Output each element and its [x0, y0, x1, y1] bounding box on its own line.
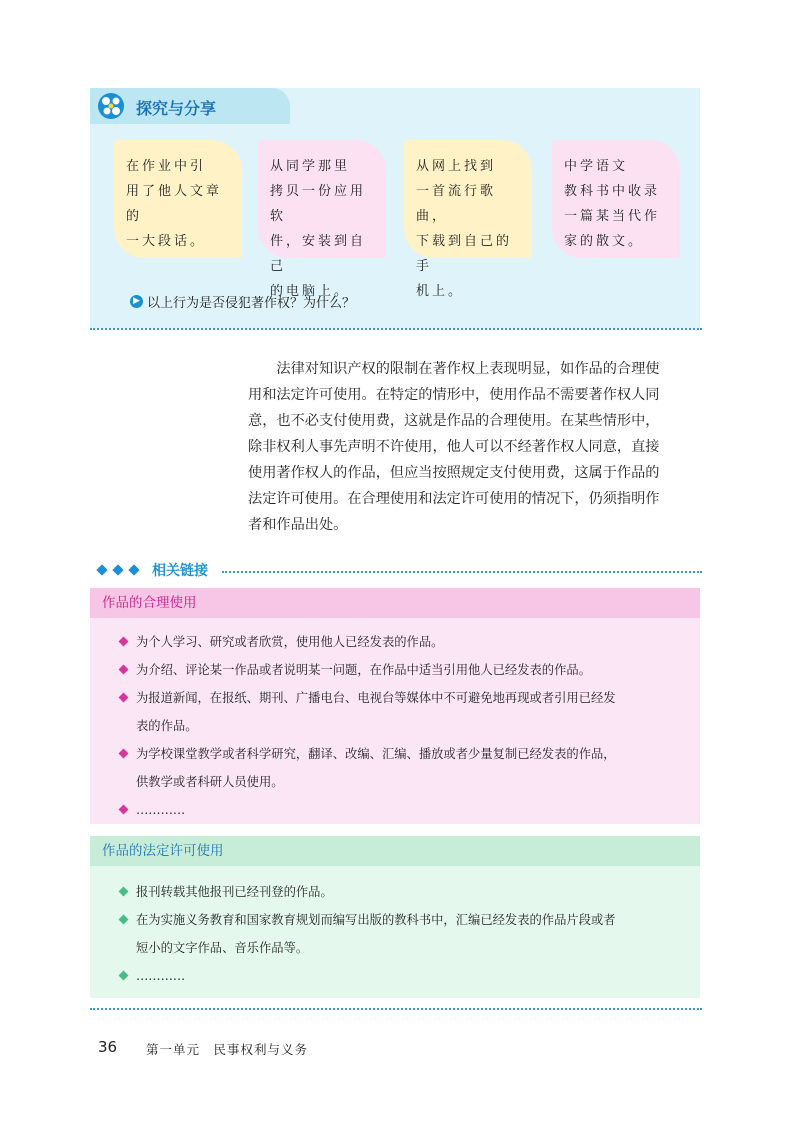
paragraph-line: 使用著作权人的作品，但应当按照规定支付使用费，这属于作品的	[248, 465, 660, 481]
card-line: 下载到自己的手	[416, 234, 513, 274]
diamond-icon	[96, 564, 107, 575]
list-item	[120, 878, 680, 906]
item-line: 供教学或者科研人员使用。	[136, 775, 284, 789]
item-line: 表的作品。	[136, 719, 198, 733]
list-item	[120, 962, 680, 990]
item-line: …………	[136, 969, 186, 983]
body-paragraph	[248, 356, 704, 538]
card-line: 用了他人文章的	[126, 184, 223, 224]
diamond-icon	[128, 564, 139, 575]
card-line: 一首流行歌曲，	[416, 184, 497, 224]
item-line: 报刊转载其他报刊已经刊登的作品。	[136, 885, 333, 899]
diamond-icon	[112, 564, 123, 575]
question-text: 以上行为是否侵犯著作权？为什么？	[147, 296, 356, 311]
unit-title: 第一单元 民事权利与义务	[146, 1042, 309, 1057]
scenario-card-3	[404, 140, 532, 299]
scenario-card-4	[552, 140, 680, 258]
explore-question	[130, 292, 355, 311]
card-line: 机上。	[416, 284, 465, 299]
paragraph-line: 法定许可使用。在合理使用和法定许可使用的情况下，仍须指明作	[248, 491, 660, 507]
list-item	[120, 628, 680, 656]
divider	[222, 571, 702, 573]
list-item	[120, 906, 680, 962]
fair-use-box	[90, 588, 700, 824]
paragraph-line: 除非权利人事先声明不许使用，他人可以不经著作权人同意，直接	[248, 439, 660, 455]
diamond-bullet-icon	[119, 887, 129, 897]
list-item	[120, 796, 680, 824]
diamond-bullet-icon	[119, 805, 129, 815]
flower-icon	[96, 91, 126, 121]
card-line: 拷贝一份应用软	[270, 184, 367, 224]
card-line: 件，安装到自己	[270, 234, 367, 274]
list-item	[120, 740, 680, 796]
card-line: 从同学那里	[270, 159, 351, 174]
scenario-card-1	[114, 140, 242, 258]
diamond-bullet-icon	[119, 637, 129, 647]
card-line: 中学语文	[564, 159, 629, 174]
related-links-title: 相关链接	[152, 563, 208, 579]
item-line: 为介绍、评论某一作品或者说明某一问题，在作品中适当引用他人已经发表的作品。	[136, 663, 591, 677]
card-line: 教科书中收录	[564, 184, 661, 199]
diamond-bullet-icon	[119, 971, 129, 981]
page-number: 36	[98, 1038, 118, 1056]
statutory-license-box	[90, 836, 700, 998]
item-line: 在为实施义务教育和国家教育规划而编写出版的教科书中，汇编已经发表的作品片段或者	[136, 913, 616, 927]
diamond-bullet-icon	[119, 915, 129, 925]
diamond-bullet-icon	[119, 749, 129, 759]
card-line: 家的散文。	[564, 234, 645, 249]
card-line: 一篇某当代作	[564, 209, 661, 224]
fair-use-title: 作品的合理使用	[90, 588, 700, 618]
related-links-header	[98, 560, 208, 580]
item-line: 短小的文字作品、音乐作品等。	[136, 941, 309, 955]
diamond-bullet-icon	[119, 665, 129, 675]
statutory-license-title: 作品的法定许可使用	[90, 836, 700, 866]
list-item	[120, 684, 680, 740]
explore-title: 探究与分享	[136, 99, 217, 118]
arrow-right-icon: ▶	[130, 295, 143, 308]
divider	[90, 1008, 702, 1010]
paragraph-line: 意，也不必支付使用费，这就是作品的合理使用。在某些情形中，	[248, 413, 660, 429]
item-line: …………	[136, 803, 186, 817]
item-line: 为报道新闻，在报纸、期刊、广播电台、电视台等媒体中不可避免地再现或者引用已经发	[136, 691, 616, 705]
card-line: 的电脑上。	[270, 284, 351, 299]
divider	[90, 328, 702, 330]
card-line: 在作业中引	[126, 159, 207, 174]
item-line: 为学校课堂教学或者科学研究，翻译、改编、汇编、播放或者少量复制已经发表的作品，	[136, 747, 616, 761]
list-item	[120, 656, 680, 684]
diamond-bullet-icon	[119, 693, 129, 703]
card-line: 从网上找到	[416, 159, 497, 174]
scenario-card-2	[258, 140, 386, 299]
paragraph-line: 者和作品出处。	[248, 517, 348, 533]
paragraph-line: 用和法定许可使用。在特定的情形中，使用作品不需要著作权人同	[248, 387, 660, 403]
item-line: 为个人学习、研究或者欣赏，使用他人已经发表的作品。	[136, 635, 444, 649]
paragraph-line: 法律对知识产权的限制在著作权上表现明显，如作品的合理使	[248, 361, 660, 377]
card-line: 一大段话。	[126, 234, 207, 249]
